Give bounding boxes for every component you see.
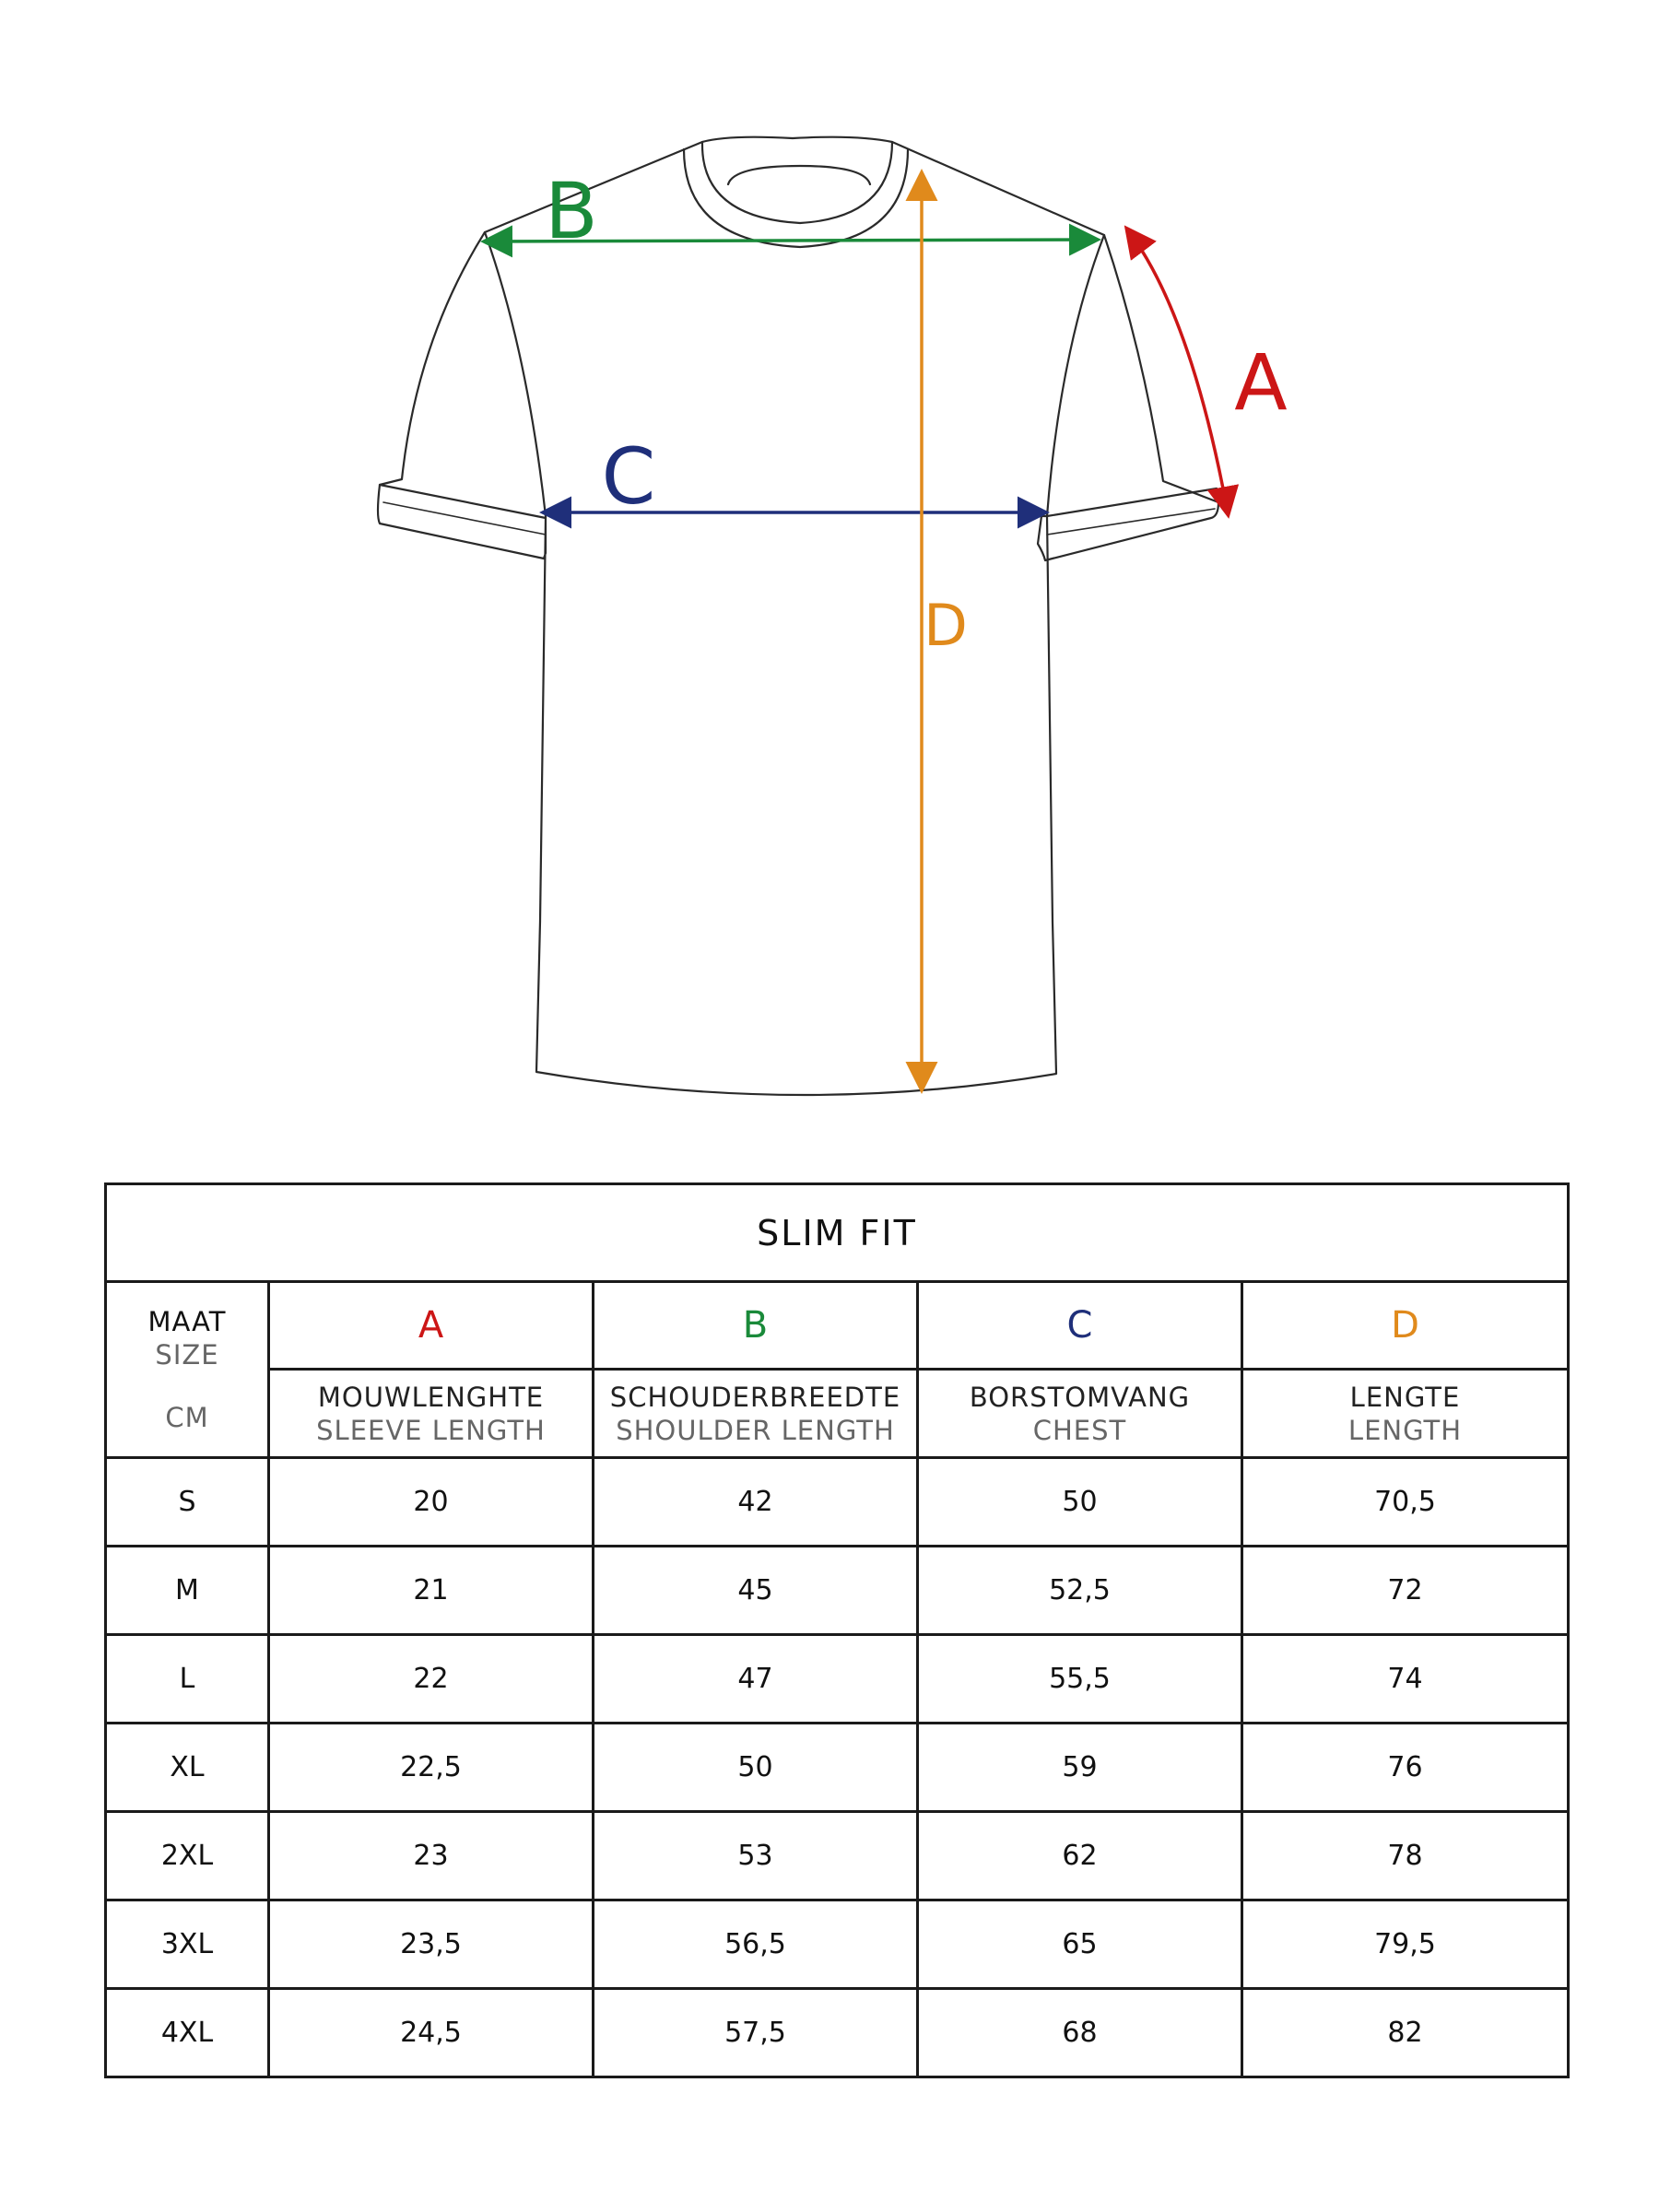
size-cell: 4XL <box>106 1989 269 2077</box>
left-sleeve-cuff <box>380 485 546 518</box>
value-cell: 23,5 <box>269 1900 594 1989</box>
value-cell: 72 <box>1242 1547 1569 1635</box>
label-a: A <box>1234 337 1288 428</box>
table-row <box>106 1635 1569 1724</box>
value-cell: 78 <box>1242 1812 1569 1900</box>
column-letter-d: D <box>1242 1282 1569 1370</box>
column-label-c <box>918 1370 1242 1458</box>
value-cell: 74 <box>1242 1635 1569 1724</box>
collar-outer <box>684 149 908 247</box>
value-cell: 22 <box>269 1635 594 1724</box>
size-header-unit: CM <box>165 1402 209 1433</box>
size-cell: 2XL <box>106 1812 269 1900</box>
size-cell: XL <box>106 1724 269 1812</box>
table-title: SLIM FIT <box>106 1184 1569 1282</box>
size-cell: 3XL <box>106 1900 269 1989</box>
value-cell: 45 <box>594 1547 918 1635</box>
value-cell: 47 <box>594 1635 918 1724</box>
column-label-b-en: SHOULDER LENGTH <box>616 1414 895 1446</box>
size-column-header <box>106 1282 269 1458</box>
tshirt-outline <box>378 137 1218 1095</box>
size-header-en: SIZE <box>155 1339 219 1371</box>
label-b: B <box>545 166 598 256</box>
label-c: C <box>601 431 656 522</box>
table-title-row <box>106 1184 1569 1282</box>
value-cell: 59 <box>918 1724 1242 1812</box>
table-row <box>106 1989 1569 2077</box>
column-label-a-en: SLEEVE LENGTH <box>316 1414 546 1446</box>
collar-inner <box>702 142 892 223</box>
value-cell: 62 <box>918 1812 1242 1900</box>
value-cell: 23 <box>269 1812 594 1900</box>
column-label-d <box>1242 1370 1569 1458</box>
column-label-c-en: CHEST <box>1032 1414 1127 1446</box>
value-cell: 79,5 <box>1242 1900 1569 1989</box>
size-cell: S <box>106 1458 269 1547</box>
table-row <box>106 1900 1569 1989</box>
column-label-d-en: LENGTH <box>1347 1414 1463 1446</box>
size-chart-table <box>104 1182 1570 2078</box>
collar-back <box>728 166 870 184</box>
label-header-row <box>106 1370 1569 1458</box>
column-label-a-nl: MOUWLENGHTE <box>317 1381 545 1413</box>
left-armhole-seam <box>485 232 546 516</box>
value-cell: 21 <box>269 1547 594 1635</box>
value-cell: 65 <box>918 1900 1242 1989</box>
value-cell: 24,5 <box>269 1989 594 2077</box>
table-row <box>106 1812 1569 1900</box>
value-cell: 57,5 <box>594 1989 918 2077</box>
letter-header-row <box>106 1282 1569 1370</box>
size-header-nl: MAAT <box>147 1306 227 1337</box>
tshirt-body-outline <box>378 137 1218 1095</box>
right-armhole-seam <box>1047 235 1104 516</box>
value-cell: 68 <box>918 1989 1242 2077</box>
value-cell: 56,5 <box>594 1900 918 1989</box>
table-row <box>106 1547 1569 1635</box>
value-cell: 55,5 <box>918 1635 1242 1724</box>
value-cell: 50 <box>594 1724 918 1812</box>
size-cell: L <box>106 1635 269 1724</box>
column-label-b-nl: SCHOUDERBREEDTE <box>609 1381 901 1413</box>
column-label-b <box>594 1370 918 1458</box>
column-label-a <box>269 1370 594 1458</box>
value-cell: 53 <box>594 1812 918 1900</box>
column-letter-c: C <box>918 1282 1242 1370</box>
value-cell: 42 <box>594 1458 918 1547</box>
column-label-c-nl: BORSTOMVANG <box>969 1381 1191 1413</box>
column-letter-b: B <box>594 1282 918 1370</box>
value-cell: 20 <box>269 1458 594 1547</box>
table-row <box>106 1724 1569 1812</box>
value-cell: 70,5 <box>1242 1458 1569 1547</box>
value-cell: 76 <box>1242 1724 1569 1812</box>
value-cell: 82 <box>1242 1989 1569 2077</box>
column-letter-a: A <box>269 1282 594 1370</box>
value-cell: 52,5 <box>918 1547 1242 1635</box>
column-label-d-nl: LENGTE <box>1349 1381 1461 1413</box>
value-cell: 50 <box>918 1458 1242 1547</box>
value-cell: 22,5 <box>269 1724 594 1812</box>
label-d: D <box>924 592 968 659</box>
table-row <box>106 1458 1569 1547</box>
size-cell: M <box>106 1547 269 1635</box>
